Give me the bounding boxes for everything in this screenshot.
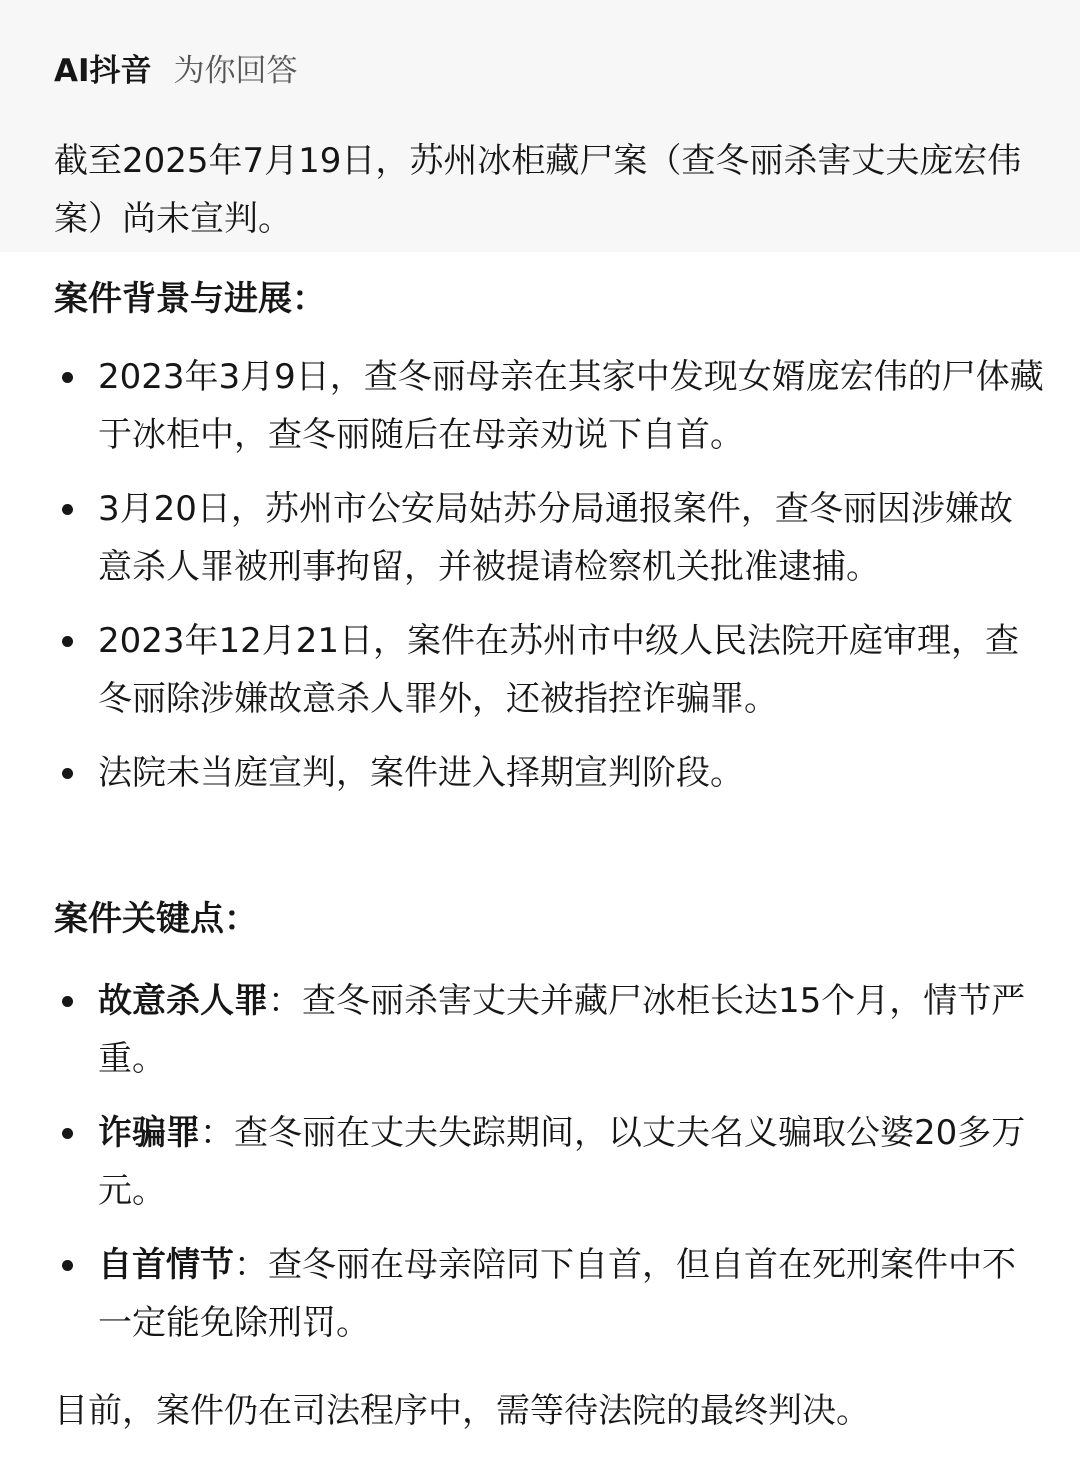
list-item-text: 2023年12月21日，案件在苏州市中级人民法院开庭审理，查冬丽除涉嫌故意杀人罪外，还被指控诈骗罪。 — [98, 621, 1020, 719]
list-item-text: 3月20日，苏州市公安局姑苏分局通报案件，查冬丽因涉嫌故意杀人罪被刑事拘留，并被提请检察机关批准逮捕。 — [98, 489, 1013, 587]
bullet-icon — [62, 996, 73, 1007]
brand-label: AI抖音 — [54, 52, 152, 89]
keypoint-text: ：查冬丽在母亲陪同下自首，但自首在死刑案件中不一定能免除刑罚。 — [98, 1245, 1016, 1343]
keypoint-term: 故意杀人罪 — [98, 981, 268, 1021]
list-item — [54, 480, 1044, 596]
bullet-icon — [62, 1128, 73, 1139]
keypoint-text: ：查冬丽在丈夫失踪期间，以丈夫名义骗取公婆20多万元。 — [98, 1113, 1026, 1211]
answer-subtitle: 为你回答 — [173, 52, 298, 89]
list-item-text: 2023年3月9日，查冬丽母亲在其家中发现女婿庞宏伟的尸体藏于冰柜中，查冬丽随后在母亲劝说下自首。 — [98, 357, 1044, 455]
list-item-text: 法院未当庭宣判，案件进入择期宣判阶段。 — [98, 753, 744, 793]
bullet-icon — [62, 768, 73, 779]
bullet-icon — [62, 1260, 73, 1271]
section-title-keypoints: 案件关键点： — [54, 899, 258, 939]
background-list — [54, 348, 1044, 802]
bullet-icon — [62, 636, 73, 647]
keypoint-text: ：查冬丽杀害丈夫并藏尸冰柜长达15个月，情节严重。 — [98, 981, 1026, 1079]
bullet-icon — [62, 504, 73, 515]
list-item — [54, 612, 1044, 728]
keypoints-list — [54, 972, 1044, 1352]
list-item — [54, 1104, 1044, 1220]
section-title-background: 案件背景与进展： — [54, 279, 326, 319]
keypoint-term: 自首情节 — [98, 1245, 234, 1285]
list-item — [54, 1236, 1044, 1352]
list-item — [54, 348, 1044, 464]
list-item — [54, 972, 1044, 1088]
closing-paragraph: 目前，案件仍在司法程序中，需等待法院的最终判决。 — [54, 1391, 870, 1431]
intro-paragraph: 截至2025年7月19日，苏州冰柜藏尸案（查冬丽杀害丈夫庞宏伟案）尚未宣判。 — [54, 141, 1022, 239]
list-item — [54, 744, 1044, 802]
answer-header — [54, 44, 298, 90]
bullet-icon — [62, 372, 73, 383]
keypoint-term: 诈骗罪 — [98, 1113, 200, 1153]
